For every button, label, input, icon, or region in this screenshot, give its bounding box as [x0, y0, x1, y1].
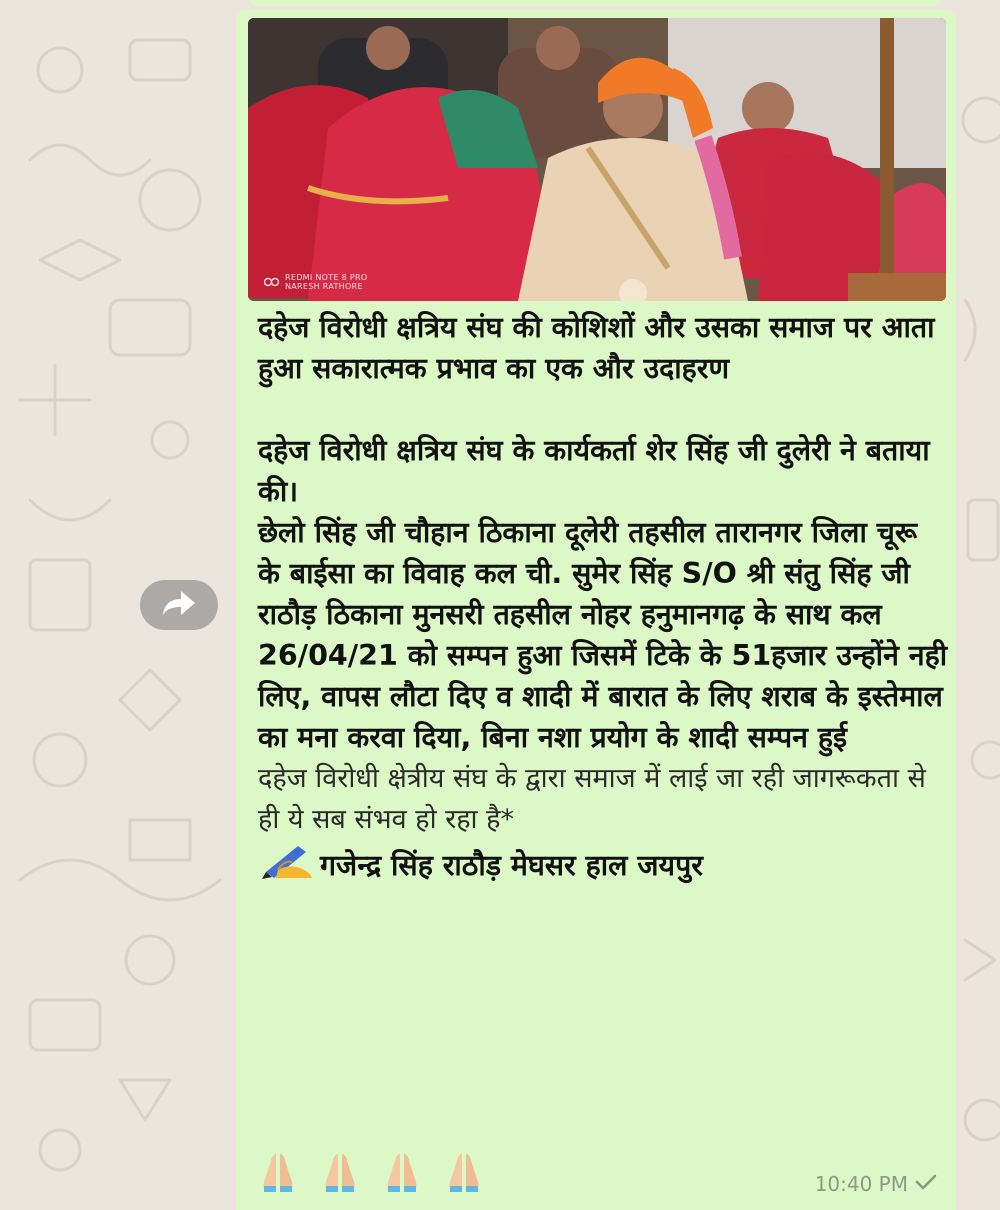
message-photo[interactable]: [248, 18, 946, 301]
folded-hands-icon: [256, 1150, 300, 1198]
forward-button[interactable]: [140, 580, 218, 630]
single-check-icon: [914, 1172, 938, 1196]
message-bubble[interactable]: [236, 10, 956, 1210]
camera-logo-icon: [264, 277, 280, 287]
message-paragraph-awareness: दहेज विरोधी क्षेत्रीय संघ के द्वारा समाज में लाई जा रही जागरूकता से ही ये सब संभव हो रहा है*: [258, 763, 926, 835]
watermark-author: NARESH RATHORE: [285, 282, 363, 291]
camera-watermark: [264, 273, 367, 291]
message-headline: दहेज विरोधी क्षत्रिय संघ की कोशिशों और उसका समाज पर आता हुआ सकारात्मक प्रभाव का एक और उदाहरण: [258, 311, 935, 385]
folded-hands-icon: [318, 1150, 362, 1198]
message-paragraph-reporter: दहेज विरोधी क्षत्रिय संघ के कार्यकर्ता शेर सिंह जी दुलेरी ने बताया की।: [258, 434, 930, 508]
folded-hands-icon: [442, 1150, 486, 1198]
message-text: [258, 307, 948, 891]
message-bold-section: [258, 307, 948, 758]
forward-arrow-icon: [161, 589, 197, 621]
emoji-row: [256, 1150, 486, 1198]
message-signature: [258, 840, 948, 891]
message-regular-section: [258, 758, 948, 840]
previous-bubble-edge: [250, 0, 940, 6]
watermark-device: REDMI NOTE 8 PRO: [285, 273, 368, 282]
message-time: 10:40 PM: [814, 1172, 908, 1196]
folded-hands-icon: [380, 1150, 424, 1198]
wedding-photo-illustration: [248, 18, 946, 301]
writing-hand-icon: [258, 840, 314, 891]
message-meta: [815, 1172, 938, 1196]
signature-text: गजेन्द्र सिंह राठौड़ मेघसर हाल जयपुर: [320, 849, 703, 882]
message-paragraph-details: छेलो सिंह जी चौहान ठिकाना दूलेरी तहसील तारानगर जिला चूरू के बाईसा का विवाह कल ची. सुमेर सिंह S/O श्री संतु सिंह जी राठौड़ ठिकाना मुनसरी तहसील नोहर हनुमानगढ़ के साथ कल 26/04/21 को सम्पन हुआ जिसमें टिके के 51हजार उन्होंने नही लिए, वापस लौटा दिए व शादी में बारात के लिए शराब के इस्तेमाल का मना करवा दिया, बिना नशा प्रयोग के शादी सम्पन हुई: [258, 516, 948, 754]
